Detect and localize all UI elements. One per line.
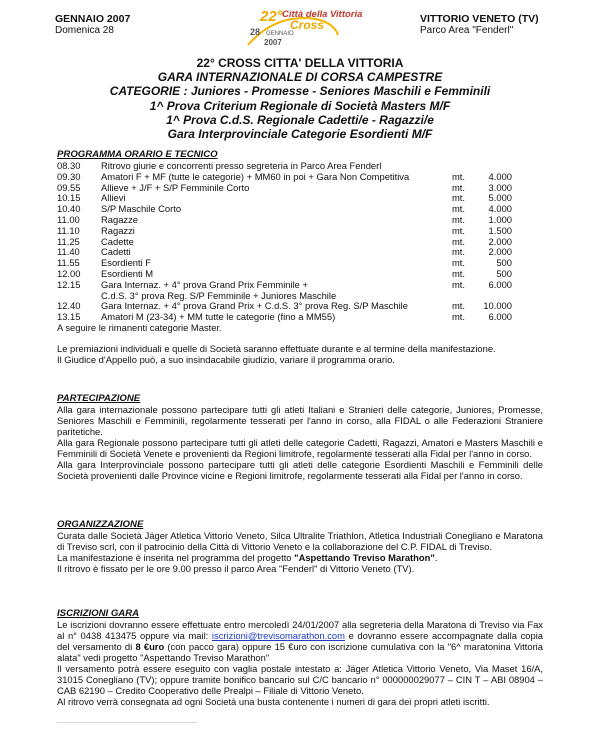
programma-unit: mt. bbox=[452, 267, 466, 279]
programma-row bbox=[57, 268, 543, 279]
programma-distance: 5.000 bbox=[488, 192, 512, 204]
programma-time: 09.55 bbox=[57, 181, 81, 193]
programma-desc: Gara Internaz. + 4° prova Grand Prix Femminile + bbox=[101, 278, 308, 290]
programma-time: 13.15 bbox=[57, 311, 81, 323]
partecipazione-interprovincial: Alla gara Interprovinciale possono partecipare tutti gli atleti delle categorie Esordienti Maschili e Femminili delle Società provenienti dalle Province vicine e Regioni limitrofe, regolarmente tesserati alla Fidal per l'anno in corso. bbox=[57, 459, 543, 481]
programma-unit: mt. bbox=[452, 257, 466, 269]
programma-unit: mt. bbox=[452, 300, 466, 312]
programma-table bbox=[57, 160, 543, 322]
iscrizioni-fee-text: e dovranno essere accompagnate dalla copia del versamento di bbox=[57, 630, 543, 652]
programma-desc: Allieve + J/F + S/P Femminile Corto bbox=[101, 181, 250, 193]
programma-row bbox=[57, 214, 543, 225]
programma-row bbox=[57, 192, 543, 203]
programma-desc: Allievi bbox=[101, 192, 126, 204]
programma-row bbox=[57, 257, 543, 268]
logo-number: 22° bbox=[260, 8, 283, 25]
programma-unit: mt. bbox=[452, 213, 466, 225]
programma-time: 11.55 bbox=[57, 257, 80, 269]
programma-time: 11.25 bbox=[57, 235, 80, 247]
iscrizioni-cumulative-text: (con pacco gara) oppure 15 €uro con iscrizione cumulativa con la "6^ maratonina Vittoria alata" vedi progetto "Aspettando Treviso Marathon" bbox=[57, 641, 543, 663]
programma-desc: Ragazzi bbox=[101, 224, 135, 236]
programma-row bbox=[57, 290, 543, 301]
programma-desc: Cadetti bbox=[101, 246, 131, 258]
event-title: 22° CROSS CITTA' DELLA VITTORIA bbox=[196, 56, 404, 70]
programma-unit: mt. bbox=[452, 278, 466, 290]
iscrizioni-bibs: Al ritrovo verrà consegnata ad ogni Società una busta contenente i numeri di gara dei propri atleti iscritti. bbox=[57, 696, 490, 707]
logo-line1: Città della Vittoria bbox=[282, 9, 363, 20]
programma-unit: mt. bbox=[452, 203, 466, 215]
programma-distance: 2.000 bbox=[488, 246, 512, 258]
programma-distance: 6.000 bbox=[488, 278, 512, 290]
programma-row bbox=[57, 279, 543, 290]
programma-row bbox=[57, 160, 543, 171]
organizzazione-meeting: Il ritrovo è fissato per le ore 9.00 presso il parco Area "Fenderl" di Vittorio Veneto (TV). bbox=[57, 563, 415, 574]
programma-distance: 10.000 bbox=[483, 300, 512, 312]
logo-line2: Cross bbox=[290, 18, 325, 32]
organizzazione-section bbox=[57, 519, 543, 574]
programma-desc: Esordienti M bbox=[101, 267, 154, 279]
programma-desc: Ragazze bbox=[101, 213, 139, 225]
programma-desc: Amatori M (23-34) + MM tutte le categorie (fino a MM55) bbox=[101, 311, 336, 323]
programma-row bbox=[57, 246, 543, 257]
programma-distance: 3.000 bbox=[488, 181, 512, 193]
header-venue-block bbox=[420, 13, 539, 37]
programma-desc: C.d.S. 3° prova Reg. S/P Femminile + Juniores Maschile bbox=[101, 289, 337, 301]
programma-time: 08.30 bbox=[57, 160, 81, 171]
programma-time: 10.40 bbox=[57, 203, 81, 215]
programma-desc: Esordienti F bbox=[101, 257, 152, 269]
programma-desc: Cadette bbox=[101, 235, 134, 247]
logo-year: 2007 bbox=[264, 38, 282, 47]
programma-distance: 4.000 bbox=[488, 170, 512, 182]
programma-time: 11.00 bbox=[57, 213, 80, 225]
iscrizioni-deadline-text: Le iscrizioni dovranno essere effettuate entro mercoledì 24/01/2007 alla segreteria della Maratona di Treviso via Fax al n° 0438 413475 oppure via mail: bbox=[57, 619, 543, 641]
programma-after: A seguire le rimanenti categorie Master. bbox=[57, 321, 222, 333]
programma-row bbox=[57, 311, 543, 322]
event-masters-criterium: 1^ Prova Criterium Regionale di Società Masters M/F bbox=[149, 98, 451, 113]
partecipazione-section bbox=[57, 393, 543, 481]
programma-row bbox=[57, 300, 543, 311]
organizzazione-project-post: . bbox=[434, 552, 438, 563]
programma-section bbox=[57, 149, 543, 365]
organizzazione-title: ORGANIZZAZIONE bbox=[57, 519, 144, 530]
programma-unit: mt. bbox=[452, 311, 466, 323]
iscrizioni-fee-amount: 8 €uro bbox=[135, 641, 165, 652]
partecipazione-international: Alla gara internazionale possono partecipare tutti gli atleti Italiani e Stranieri delle categorie, Juniores, Promesse, Seniores Maschili e Femminili, regolarmente tesserati per l'anno in corso, alla FIDAL o alle Federazioni Straniere paritetiche. bbox=[57, 404, 543, 437]
iscrizioni-deadline bbox=[57, 619, 543, 663]
programma-distance: 4.000 bbox=[488, 203, 512, 215]
event-date: GENNAIO 2007 bbox=[55, 13, 131, 25]
programma-unit: mt. bbox=[452, 192, 466, 204]
programma-distance: 1.000 bbox=[488, 213, 512, 225]
programma-note-awards: Le premiazioni individuali e quelle di Società saranno effettuate durante e al termine della manifestazione. bbox=[57, 342, 496, 354]
programma-unit: mt. bbox=[452, 170, 466, 182]
programma-unit: mt. bbox=[452, 246, 466, 258]
programma-time: 10.15 bbox=[57, 192, 81, 204]
footer-divider bbox=[57, 722, 197, 723]
programma-time: 12.00 bbox=[57, 267, 81, 279]
programma-time: 11.40 bbox=[57, 246, 80, 258]
event-cds-regional: 1^ Prova C.d.S. Regionale Cadetti/e - Ragazzi/e bbox=[166, 112, 434, 127]
venue-place: Parco Area "Fenderl" bbox=[420, 25, 514, 36]
programma-time: 12.15 bbox=[57, 278, 81, 290]
programma-row bbox=[57, 203, 543, 214]
programma-title: PROGRAMMA ORARIO E TECNICO bbox=[57, 149, 218, 160]
organizzazione-project-pre: La manifestazione è inserita nel programma del progetto bbox=[57, 552, 295, 563]
programma-time: 12.40 bbox=[57, 300, 81, 312]
iscrizioni-section bbox=[57, 608, 543, 707]
event-categories: CATEGORIE : Juniores - Promesse - Seniores Maschili e Femminili bbox=[109, 84, 491, 99]
programma-unit: mt. bbox=[452, 181, 466, 193]
programma-note-judge: Il Giudice d'Appello può, a suo insindacabile giudizio, variare il programma orario. bbox=[57, 353, 395, 365]
iscrizioni-title: ISCRIZIONI GARA bbox=[57, 608, 140, 619]
programma-distance: 500 bbox=[496, 257, 512, 269]
partecipazione-regional: Alla gara Regionale possono partecipare tutti gli atleti delle categorie Cadetti, Ragazzi, Amatori e Masters Maschili e Femminili di Società Venete e provenienti da Regioni limitrofe, regolarmente tesserati alla Fidal per l'anno in corso. bbox=[57, 437, 543, 459]
programma-time: 09.30 bbox=[57, 170, 81, 182]
programma-row bbox=[57, 182, 543, 193]
iscrizioni-email-link[interactable]: iscrizioni@trevisomarathon.com bbox=[211, 630, 345, 641]
programma-desc: S/P Maschile Corto bbox=[101, 203, 182, 215]
programma-distance: 1.500 bbox=[488, 224, 512, 236]
logo-day: 28 bbox=[250, 27, 261, 37]
partecipazione-title: PARTECIPAZIONE bbox=[57, 393, 141, 404]
venue-city: VITTORIO VENETO (TV) bbox=[420, 13, 539, 25]
programma-row bbox=[57, 236, 543, 247]
event-subtitle: GARA INTERNAZIONALE DI CORSA CAMPESTRE bbox=[157, 70, 443, 85]
programma-desc: Ritrovo giurie e concorrenti presso segreteria in Parco Area Fenderl bbox=[101, 160, 382, 171]
programma-distance: 500 bbox=[496, 267, 512, 279]
header-date-block bbox=[55, 13, 130, 37]
programma-distance: 2.000 bbox=[488, 235, 512, 247]
programma-distance: 6.000 bbox=[488, 311, 512, 323]
programma-time: 11.10 bbox=[57, 224, 80, 236]
programma-unit: mt. bbox=[452, 224, 466, 236]
programma-desc: Amatori F + MF (tutte le categorie) + MM60 in poi + Gara Non Competitiva bbox=[101, 170, 410, 182]
programma-row bbox=[57, 171, 543, 182]
logo-month: GENNAIO bbox=[266, 31, 294, 37]
programma-row bbox=[57, 225, 543, 236]
event-logo bbox=[246, 5, 363, 49]
event-titles bbox=[40, 56, 560, 141]
organizzazione-text: Curata dalle Società Jäger Atletica Vittorio Veneto, Silca Ultralite Triathlon, Atletica Industriali Conegliano e Maratona di Treviso scrl, con il patrocinio della Città di Vittorio Veneto e la collaborazione del C.P. FIDAL di Treviso. bbox=[57, 530, 543, 552]
event-interprovincial: Gara Interprovinciale Categorie Esordienti M/F bbox=[167, 127, 433, 142]
programma-unit: mt. bbox=[452, 235, 466, 247]
event-day: Domenica 28 bbox=[55, 25, 114, 36]
organizzazione-project bbox=[57, 552, 543, 563]
organizzazione-project-name: "Aspettando Treviso Marathon" bbox=[294, 552, 435, 563]
programma-desc: Gara Internaz. + 4° prova Grand Prix + C.d.S. 3° prova Reg. S/P Maschile bbox=[101, 300, 408, 312]
iscrizioni-payment: Il versamento potrà essere eseguito con vaglia postale intestato a: Jäger Atletica Vittorio Veneto, Via Maset 16/A, 31015 Conegliano (TV); oppure tramite bonifico bancario sul C/C bancario n° 000000029077 – CIN T – ABI 08904 – CAB 62190 – Credito Cooperativo delle Prealpi – Filiale di Vittorio Veneto. bbox=[57, 663, 543, 696]
